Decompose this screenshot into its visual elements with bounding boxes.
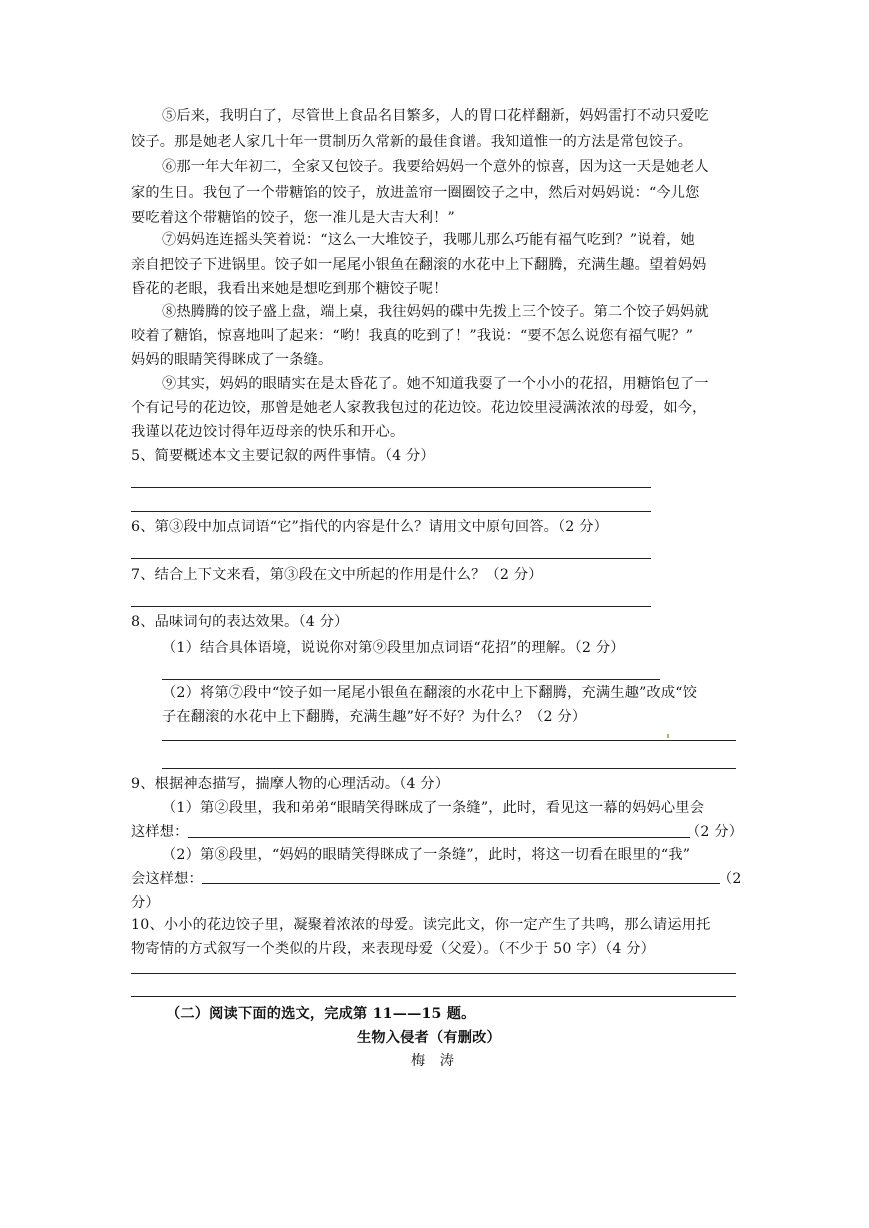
stray-mark (667, 734, 669, 738)
answer-line-q5-2[interactable] (131, 511, 651, 512)
question-5: 5、简要概述本文主要记叙的两件事情。（4 分） (131, 448, 435, 464)
para-7-line-2: 亲自把饺子下进锅里。饺子如一尾尾小银鱼在翻滚的水花中上下翻腾，充满生趣。望着妈妈 (131, 257, 707, 273)
answer-line-q8-2-2[interactable] (162, 768, 736, 769)
article-title: 生物入侵者（有删改） (357, 1030, 501, 1046)
question-8-2-line-2: 子在翻滚的水花中上下翻腾，充满生趣”好不好？为什么？（2 分） (162, 709, 587, 725)
article-author: 梅 涛 (411, 1053, 455, 1069)
answer-line-q8-1[interactable] (162, 679, 660, 680)
para-7-line-3: 昏花的老眼，我看出来她是想吃到那个糖饺子呢！ (131, 281, 448, 297)
question-9-2-line-1: （2）第⑧段里，“妈妈的眼睛笑得眯成了一条缝”，此时，将这一切看在眼里的“我” (162, 847, 691, 863)
question-9-1-prefix: 这样想： (131, 824, 189, 840)
question-8: 8、品味词句的表达效果。（4 分） (131, 614, 349, 630)
question-10-line-1: 10、小小的花边饺子里，凝聚着浓浓的母爱。读完此文，你一定产生了共鸣，那么请运用托 (131, 917, 711, 933)
answer-line-q5-1[interactable] (131, 487, 651, 488)
answer-line-q6[interactable] (131, 558, 651, 559)
question-9-2-score-b: 分） (131, 895, 160, 911)
answer-line-q9-1[interactable] (188, 837, 690, 838)
question-6: 6、第③段中加点词语“它”指代的内容是什么？请用文中原句回答。（2 分） (131, 519, 608, 535)
answer-line-q8-2-1[interactable] (162, 740, 736, 741)
para-6-line-3: 要吃着这个带糖馅的饺子，您一准儿是大吉大利！” (131, 210, 455, 226)
question-8-1: （1）结合具体语境，说说你对第⑨段里加点词语“花招”的理解。（2 分） (162, 640, 625, 656)
question-9-1-score: （2 分） (686, 824, 744, 840)
question-7: 7、结合上下文来看，第③段在文中所起的作用是什么？（2 分） (131, 567, 543, 583)
para-8-line-3: 妈妈的眼睛笑得眯成了一条缝。 (131, 352, 333, 368)
para-9-line-3: 我谨以花边饺讨得年迈母亲的快乐和开心。 (131, 424, 405, 440)
section-2-heading: （二）阅读下面的选文，完成第 11——15 题。 (166, 1006, 476, 1022)
question-9-1-line-1: （1）第②段里，我和弟弟“眼睛笑得眯成了一条缝”，此时，看见这一幕的妈妈心里会 (162, 800, 705, 816)
question-8-2-line-1: （2）将第⑦段中“饺子如一尾尾小银鱼在翻滚的水花中上下翻腾，充满生趣”改成“饺 (162, 685, 698, 701)
question-9: 9、根据神态描写，揣摩人物的心理活动。（4 分） (131, 776, 450, 792)
answer-line-q10-1[interactable] (131, 973, 736, 974)
answer-line-q9-2[interactable] (202, 883, 720, 884)
question-9-2-score-a: （2 (718, 871, 742, 887)
para-7-line-1: ⑦妈妈连连摇头笑着说：“这么一大堆饺子，我哪儿那么巧能有福气吃到？”说着，她 (162, 232, 695, 248)
para-8-line-1: ⑧热腾腾的饺子盛上盘，端上桌，我往妈妈的碟中先拨上三个饺子。第二个饺子妈妈就 (162, 304, 709, 320)
para-9-line-1: ⑨其实，妈妈的眼睛实在是太昏花了。她不知道我耍了一个小小的花招，用糖馅包了一 (162, 376, 709, 392)
para-6-line-1: ⑥那一年大年初二，全家又包饺子。我要给妈妈一个意外的惊喜，因为这一天是她老人 (162, 159, 709, 175)
para-5-line-1: ⑤后来，我明白了，尽管世上食品名目繁多，人的胃口花样翻新，妈妈雷打不动只爱吃 (162, 108, 709, 124)
para-8-line-2: 咬着了糖馅，惊喜地叫了起来：“哟！我真的吃到了！”我说：“要不怎么说您有福气呢？” (131, 328, 694, 344)
answer-line-q7[interactable] (131, 606, 651, 607)
answer-line-q10-2[interactable] (131, 996, 736, 997)
para-9-line-2: 个有记号的花边饺，那曾是她老人家教我包过的花边饺。花边饺里浸满浓浓的母爱，如今， (131, 400, 707, 416)
question-9-2-prefix: 会这样想： (131, 871, 203, 887)
para-6-line-2: 家的生日。我包了一个带糖馅的饺子，放进盖帘一圈圈饺子之中，然后对妈妈说：“今儿您 (131, 185, 700, 201)
para-5-line-2: 饺子。那是她老人家几十年一贯制历久常新的最佳食谱。我知道惟一的方法是常包饺子。 (131, 134, 693, 150)
question-10-line-2: 物寄情的方式叙写一个类似的片段，来表现母爱（父爱）。（不少于 50 字）（4 分） (131, 941, 656, 957)
